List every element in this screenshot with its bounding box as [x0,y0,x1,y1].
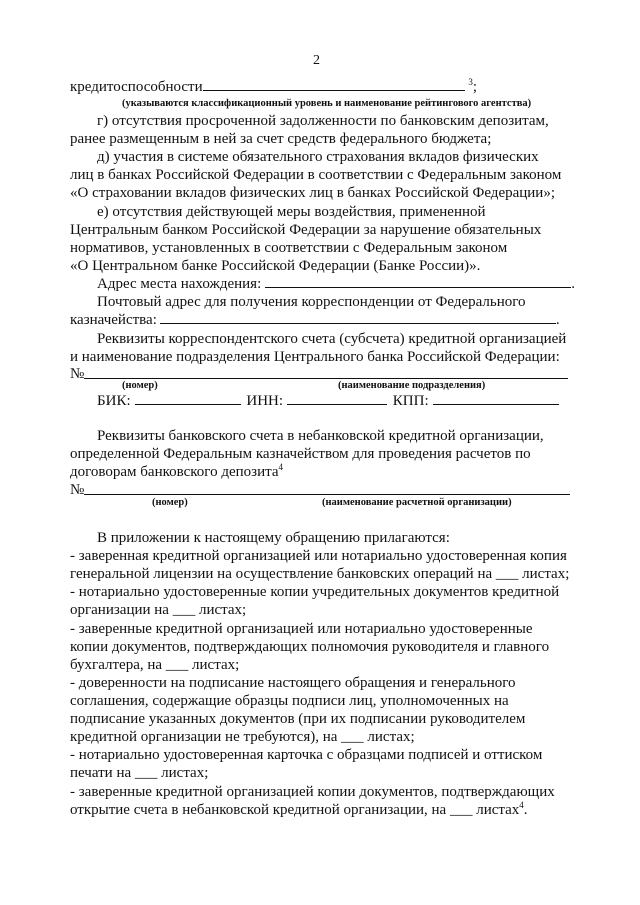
attach-3-line3: бухгалтера, на ___ листах; [70,657,240,673]
item-g-line2: ранее размещенным в ней за счет средств федерального бюджета; [70,131,492,147]
period: . [555,312,560,328]
bik-blank [135,392,241,405]
item-d-line2: лиц в банках Российской Федерации в соответствии с Федеральным законом [70,167,562,183]
item-e-line4: «О Центральном банке Российской Федерации (Банке России)». [70,258,481,274]
attach-3-line2: копии документов, подтверждающих полномочия руководителя и главного [70,639,550,655]
item-e-line2: Центральным банком Российской Федерации за нарушение обязательных [70,222,542,238]
bank-number-sign: № [70,482,85,498]
bank-account-line2: определенной Федеральным казначейством для проведения расчетов по [70,446,531,462]
corr-number-sign: № [70,366,85,382]
semicolon: ; [472,79,478,95]
bank-account-text: договорам банковского депозита [70,464,279,480]
address-blank [265,275,571,288]
attach-4-line4: кредитной организации не требуются), на ___ листах; [70,729,415,745]
creditworthiness-label: кредитоспособности [70,79,203,95]
footnote-3: 3 [468,77,473,87]
address-label: Адрес места нахождения: [97,276,262,292]
item-d-line1: д) участия в системе обязательного страхования вкладов физических [97,149,539,165]
bank-number-label: (номер) [152,497,188,508]
bank-account-line3 [70,463,283,481]
item-d-line3: «О страховании вкладов физических лиц в банках Российской Федерации»; [70,185,556,201]
corr-number-blank [84,378,568,379]
inn-label: ИНН: [246,393,284,409]
rating-blank [203,78,465,91]
postal-line1: Почтовый адрес для получения корреспонденции от Федерального [97,294,526,310]
corr-account-line1: Реквизиты корреспондентского счета (субсчета) кредитной организацией [97,331,567,347]
settlement-org-label: (наименование расчетной организации) [322,497,512,508]
attach-4-line3: подписание указанных документов (при их подписании руководителем [70,711,526,727]
attach-4-line2: соглашения, содержащие образцы подписи лиц, уполномоченных на [70,693,509,709]
attach-5-line1: - нотариально удостоверенная карточка с образцами подписей и оттиском [70,747,543,763]
bik-label: БИК: [97,393,131,409]
kpp-label: КПП: [392,393,429,409]
postal-blank [160,311,556,324]
page-number: 2 [313,53,320,68]
attach-6-text: открытие счета в небанковской кредитной организации, на ___ листах [70,802,520,818]
attach-2-line1: - нотариально удостоверенные копии учредительных документов кредитной [70,584,560,600]
corr-account-line2: и наименование подразделения Центрального банка Российской Федерации: [70,349,560,365]
footnote-4b: 4 [519,800,524,810]
bik-inn-kpp-line [97,392,559,410]
creditworthiness-line [70,78,477,96]
attach-1-line2: генеральной лицензии на осуществление банковских операций на ___ листах; [70,566,570,582]
postal-line2 [70,311,560,329]
attach-2-line2: организации на ___ листах; [70,602,247,618]
kpp-blank [433,392,559,405]
rating-note: (указываются классификационный уровень и наименование рейтингового агентства) [122,98,532,109]
attach-6-line2 [70,801,528,819]
attach-1-line1: - заверенная кредитной организацией или нотариально удостоверенная копия [70,548,567,564]
postal-label: казначейства: [70,312,157,328]
period: . [523,802,528,818]
corr-division-label: (наименование подразделения) [338,380,486,391]
bank-account-line1: Реквизиты банковского счета в небанковской кредитной организации, [97,428,544,444]
attachments-intro: В приложении к настоящему обращению прилагаются: [97,530,450,546]
bank-number-blank [84,494,570,495]
item-e-line1: е) отсутствия действующей меры воздействия, примененной [97,204,486,220]
item-g-line1: г) отсутствия просроченной задолженности по банковским депозитам, [97,113,549,129]
attach-4-line1: - доверенности на подписание настоящего обращения и генерального [70,675,516,691]
footnote-4: 4 [278,462,284,472]
inn-blank [287,392,387,405]
attach-3-line1: - заверенные кредитной организацией или нотариально удостоверенные [70,621,533,637]
attach-5-line2: печати на ___ листах; [70,765,209,781]
period: . [571,276,575,292]
item-e-line3: нормативов, установленных в соответствии с Федеральным законом [70,240,508,256]
address-line [97,275,575,293]
corr-number-label: (номер) [122,380,158,391]
attach-6-line1: - заверенные кредитной организацией копии документов, подтверждающих [70,784,555,800]
